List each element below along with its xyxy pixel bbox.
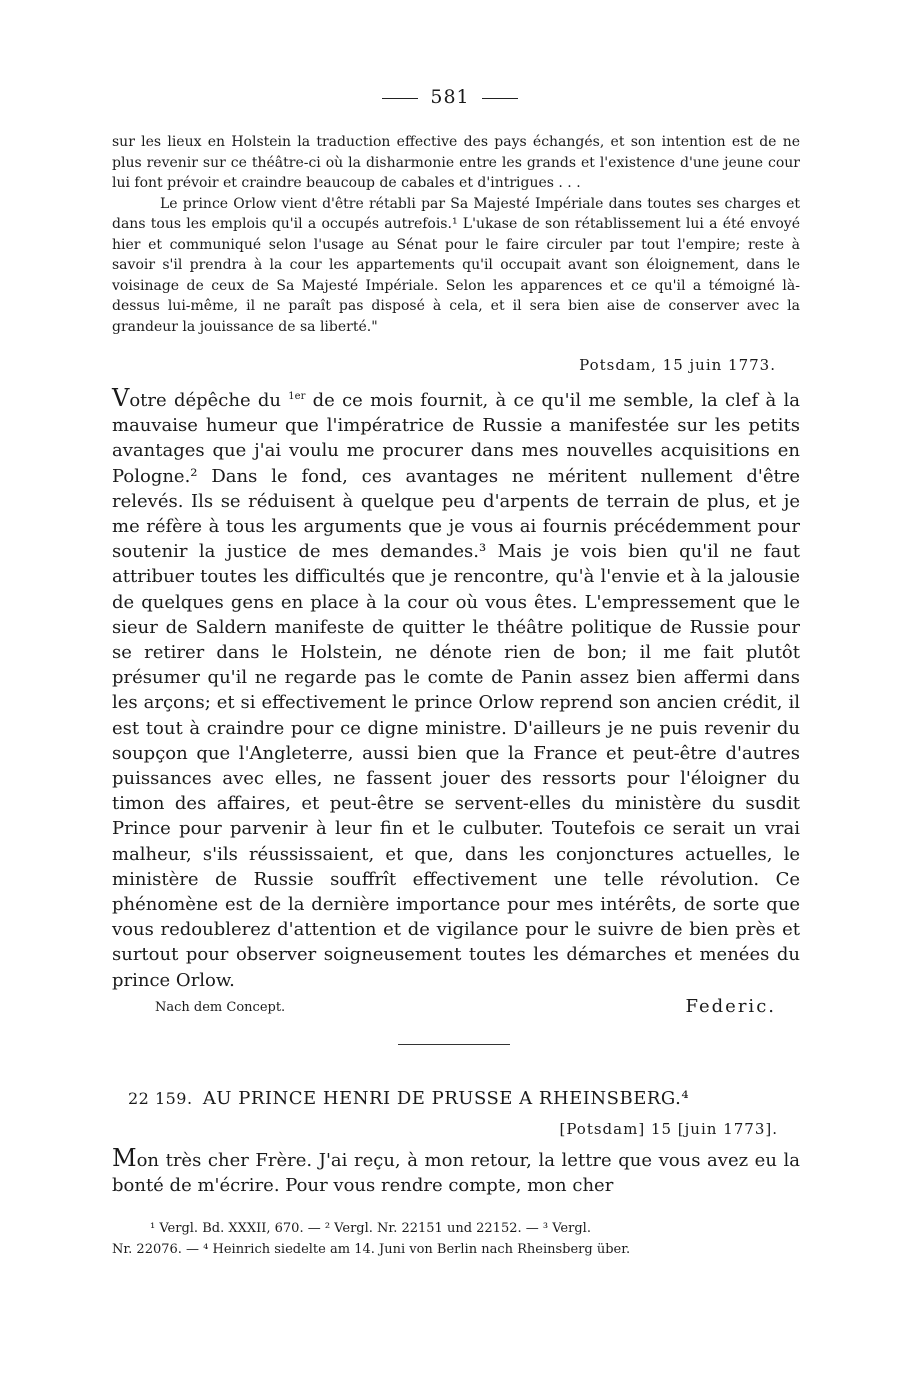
drop-cap-2: M xyxy=(112,1144,137,1172)
right-dash xyxy=(482,98,518,99)
letter-body-2-text: on très cher Frère. J'ai reçu, à mon retour, la lettre que vous avez eu la bonté de m'écrire. Pour vous rendre compte, mon cher xyxy=(112,1150,800,1197)
drop-cap: V xyxy=(112,384,130,412)
letter-paragraph-2 xyxy=(112,1146,800,1198)
footnote-line-2: Nr. 22076. — ⁴ Heinrich siedelte am 14. Juni von Berlin nach Rheinsberg über. xyxy=(112,1242,631,1257)
letter-dateline-2: [Potsdam] 15 [juin 1773]. xyxy=(559,1120,778,1138)
signature: Federic. xyxy=(685,996,776,1017)
page-number: 581 xyxy=(430,86,470,108)
section-divider xyxy=(398,1044,510,1045)
letter-body-2 xyxy=(112,1146,800,1198)
page-number-line xyxy=(0,86,900,108)
letter-heading xyxy=(128,1088,689,1109)
letter-paragraph xyxy=(112,386,800,993)
excerpt-paragraph-1: sur les lieux en Holstein la traduction effective des pays échangés, et son intention est de ne plus revenir sur ce théâtre-ci où la disharmonie entre les grands et l'existence d'une jeune cour lui font prévoir et craindre beaucoup de cabales et d'intrigues . . . xyxy=(112,134,800,191)
letter-number: 22 159. xyxy=(128,1089,193,1108)
previous-letter-excerpt xyxy=(112,132,800,337)
footnote-line-1: ¹ Vergl. Bd. XXXII, 670. — ² Vergl. Nr. 22151 und 22152. — ³ Vergl. xyxy=(150,1221,591,1236)
letter-dateline: Potsdam, 15 juin 1773. xyxy=(579,356,776,374)
footnotes xyxy=(112,1218,800,1260)
excerpt-paragraph-2: Le prince Orlow vient d'être rétabli par Sa Majesté Impériale dans toutes ses charges et dans tous les emplois qu'il a occupés autrefois.¹ L'ukase de son rétablissement lui a été envoyé hier et communiqué selon l'usage au Sénat pour le faire circuler par tout l'empire; reste à savoir s'il prendra à la cour les appartements qu'il occupait avant son éloignement, dans le voisinage de ceux de Sa Majesté Impériale. Selon les apparences et ce qu'il a témoigné là-dessus lui-même, il ne paraît pas disposé à cela, et il sera bien aise de conserver avec la grandeur la jouissance de sa liberté." xyxy=(112,195,800,335)
letter-body-rest: de ce mois fournit, à ce qu'il me semble, la clef à la mauvaise humeur que l'impératrice de Russie a manifestée sur les petits avantages que j'ai voulu me procurer dans mes nouvelles acquisitions en Pologne.² Dans le fond, ces avantages ne méritent nullement d'être relevés. Ils se réduisent à quelque peu d'arpents de terrain de plus, et je me réfère à tous les arguments que je vous ai fournis précédemment pour soutenir la justice de mes demandes.³ Mais je vois bien qu'il ne faut attribuer toutes les difficultés que je rencontre, qu'à l'envie et à la jalousie de quelques gens en place à la cour où vous êtes. L'empressement que le sieur de Saldern manifeste de quitter le théâtre politique de Russie pour se retirer dans le Holstein, ne dénote rien de bon; il me fait plutôt présumer qu'il ne regarde pas le comte de Panin assez bien affermi dans les arçons; et si effectivement le prince Orlow reprend son ancien crédit, il est tout à craindre pour ce digne ministre. D'ailleurs je ne puis revenir du soupçon que l'Angleterre, aussi bien que la France et peut-être d'autres puissances avec elles, ne fassent jouer des ressorts pour l'éloigner du timon des affaires, et peut-être se servent-elles du ministère du susdit Prince pour parvenir à leur fin et le culbuter. Toutefois ce serait un vrai malheur, s'ils réussissaient, et que, dans les conjonctures actuelles, le ministère de Russie souffrît effectivement une telle révolution. Ce phénomène est de la dernière importance pour mes intérêts, de sorte que vous redoublerez d'attention et de vigilance pour le suivre de bien près et surtout pour observer soigneusement toutes les démarches et menées du prince Orlow. xyxy=(112,390,800,991)
ordinal-superscript: 1er xyxy=(288,391,306,402)
source-note: Nach dem Concept. xyxy=(155,1000,286,1015)
letter-body xyxy=(112,386,800,993)
letter-body-start: otre dépêche du xyxy=(129,390,289,411)
left-dash xyxy=(382,98,418,99)
letter-heading-title: AU PRINCE HENRI DE PRUSSE A RHEINSBERG.⁴ xyxy=(202,1088,690,1109)
